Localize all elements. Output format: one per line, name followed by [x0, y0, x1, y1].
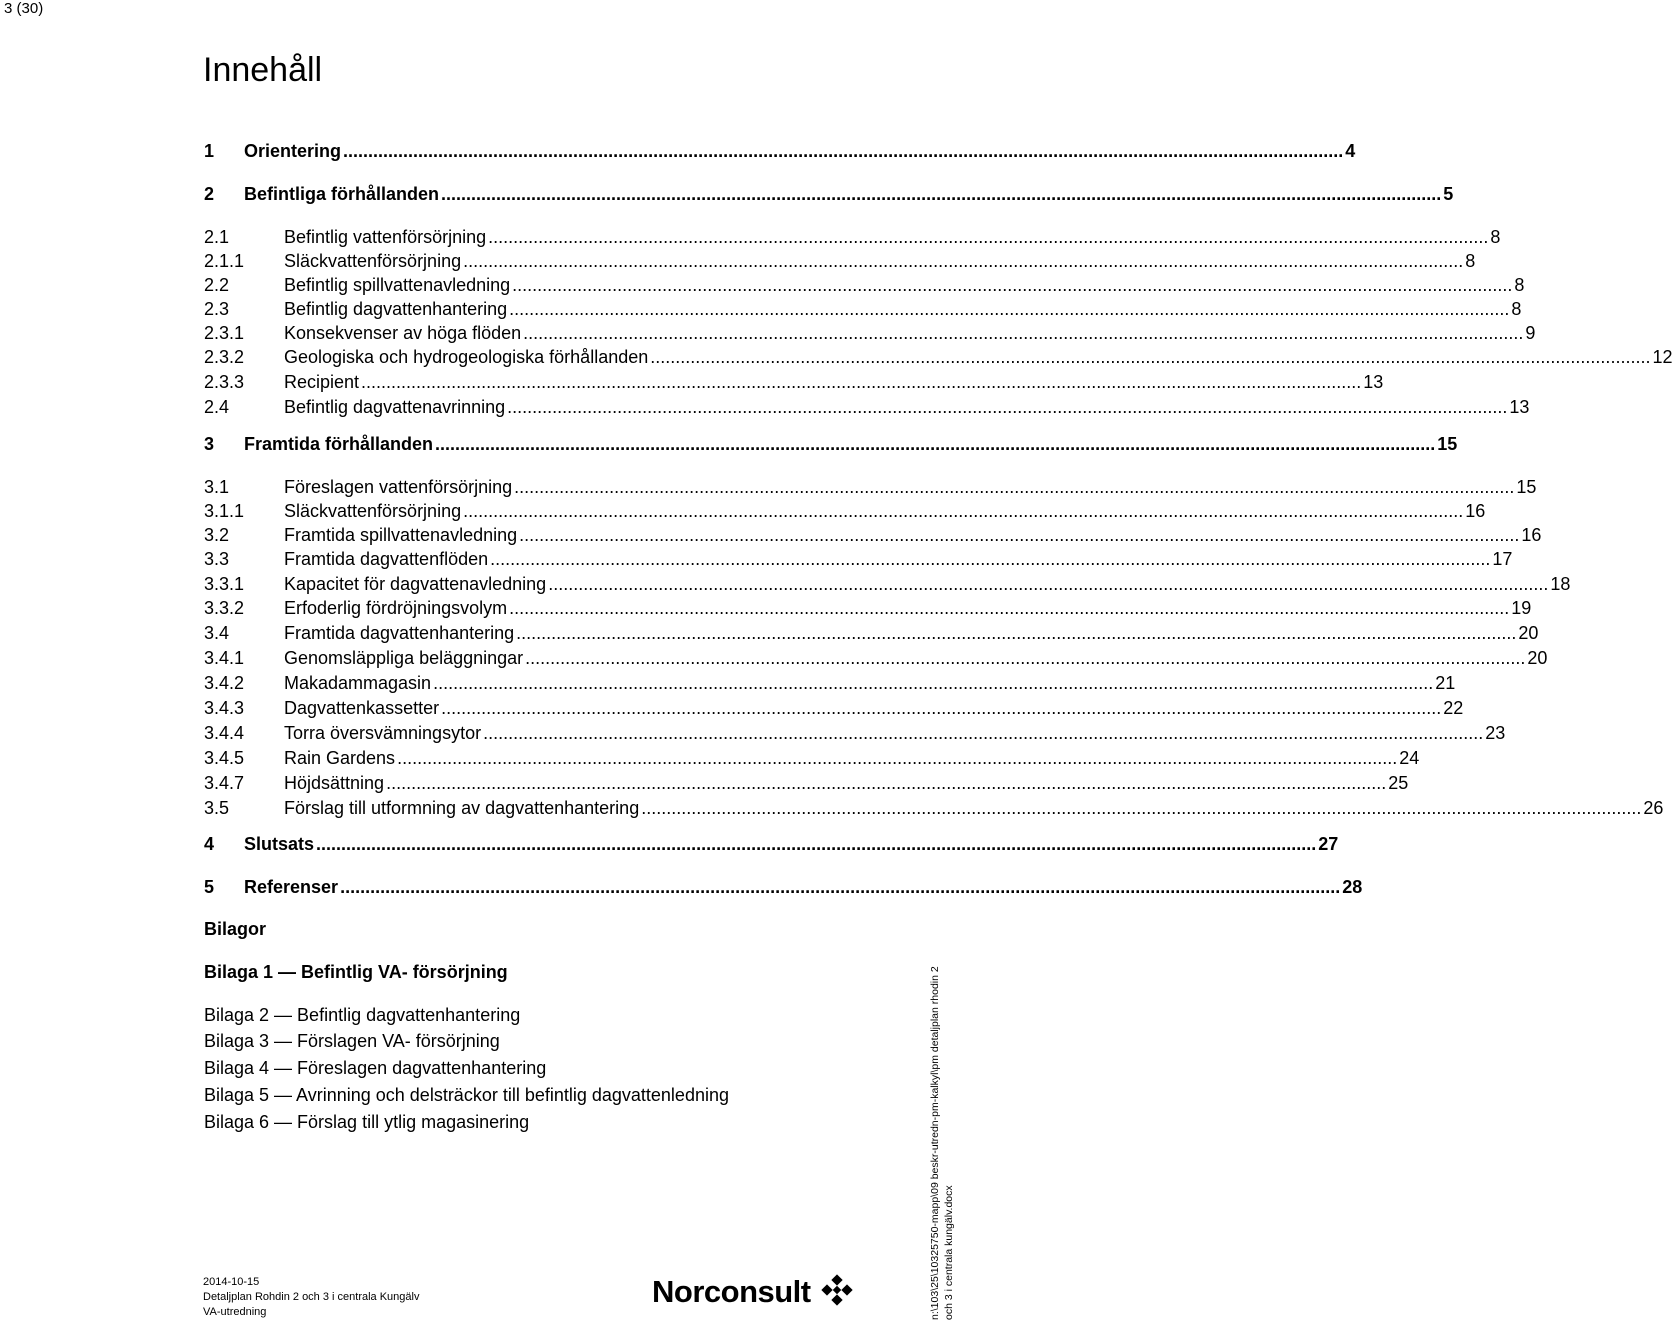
- toc-section-number: 3.4.2: [204, 673, 245, 693]
- toc-entry[interactable]: [204, 876, 1363, 898]
- toc-section-title: Framtida dagvattenflöden: [284, 549, 489, 569]
- toc-dot-leader: ........................................................................................................................................................................................................: [340, 877, 1341, 897]
- toc-section-number: 3.4.4: [204, 723, 245, 743]
- toc-page-number: 15: [1437, 434, 1458, 454]
- toc-section-title: Recipient: [284, 372, 360, 392]
- toc-section-number: 2.3.1: [204, 323, 245, 343]
- toc-page-number: 18: [1550, 574, 1571, 594]
- toc-dot-leader: ........................................................................................................................................................................................................: [650, 347, 1651, 367]
- toc-section-title: Befintlig dagvattenavrinning: [284, 397, 506, 417]
- toc-dot-leader: ........................................................................................................................................................................................................: [512, 275, 1513, 295]
- toc-entry[interactable]: [204, 346, 1672, 368]
- toc-section-title: Orientering: [244, 141, 342, 161]
- toc-section-number: 3.1.1: [204, 501, 245, 521]
- toc-page-number: 8: [1511, 299, 1522, 319]
- toc-dot-leader: ........................................................................................................................................................................................................: [523, 323, 1524, 343]
- toc-page-number: 4: [1345, 141, 1356, 161]
- appendices-heading: Bilagor: [204, 919, 267, 939]
- toc-page-number: 8: [1514, 275, 1525, 295]
- toc-page-number: 16: [1465, 501, 1486, 521]
- toc-page-number: 16: [1521, 525, 1542, 545]
- appendix-item: Bilaga 2 — Befintlig dagvattenhantering: [204, 1005, 521, 1025]
- toc-page-number: 24: [1399, 748, 1420, 768]
- toc-section-number: 2: [204, 184, 215, 204]
- toc-entry[interactable]: [204, 622, 1539, 644]
- appendix-item: Bilaga 5 — Avrinning och delsträckor till befintlig dagvattenledning: [204, 1085, 729, 1105]
- toc-page-number: 5: [1443, 184, 1454, 204]
- toc-section-number: 2.2: [204, 275, 230, 295]
- toc-section-number: 2.4: [204, 397, 230, 417]
- toc-section-title: Dagvattenkassetter: [284, 698, 440, 718]
- toc-entry[interactable]: [204, 433, 1458, 455]
- toc-section-title: Befintliga förhållanden: [244, 184, 440, 204]
- appendix-item: Bilaga 6 — Förslag till ytlig magasinering: [204, 1112, 530, 1132]
- toc-page-number: 8: [1490, 227, 1501, 247]
- toc-page-number: 19: [1511, 598, 1532, 618]
- toc-entry[interactable]: [204, 647, 1548, 669]
- toc-section-title: Referenser: [244, 877, 339, 897]
- toc-entry[interactable]: [204, 140, 1356, 162]
- toc-section-title: Geologiska och hydrogeologiska förhållanden: [284, 347, 649, 367]
- file-path-vertical: [928, 940, 960, 1320]
- toc-section-number: 4: [204, 834, 215, 854]
- page-title: Innehåll: [203, 51, 323, 89]
- toc-dot-leader: ........................................................................................................................................................................................................: [516, 623, 1517, 643]
- toc-dot-leader: ........................................................................................................................................................................................................: [490, 549, 1491, 569]
- toc-dot-leader: ........................................................................................................................................................................................................: [463, 251, 1464, 271]
- toc-dot-leader: ........................................................................................................................................................................................................: [343, 141, 1344, 161]
- toc-page-number: 9: [1525, 323, 1536, 343]
- toc-section-title: Torra översvämningsytor: [284, 723, 482, 743]
- toc-section-number: 3.4.5: [204, 748, 245, 768]
- toc-section-title: Rain Gardens: [284, 748, 396, 768]
- toc-section-title: Framtida spillvattenavledning: [284, 525, 518, 545]
- toc-entry[interactable]: [204, 396, 1530, 418]
- toc-section-number: 2.1: [204, 227, 230, 247]
- toc-entry[interactable]: [204, 476, 1537, 498]
- toc-section-number: 3.2: [204, 525, 230, 545]
- toc-entry[interactable]: [204, 797, 1664, 819]
- toc-entry[interactable]: [204, 548, 1513, 570]
- toc-dot-leader: ........................................................................................................................................................................................................: [397, 748, 1398, 768]
- toc-entry[interactable]: [204, 371, 1384, 393]
- toc-page-number: 20: [1527, 648, 1548, 668]
- toc-section-number: 3.4: [204, 623, 230, 643]
- toc-entry[interactable]: [204, 500, 1486, 522]
- toc-entry[interactable]: [204, 298, 1522, 320]
- toc-dot-leader: ........................................................................................................................................................................................................: [435, 434, 1436, 454]
- toc-dot-leader: ........................................................................................................................................................................................................: [514, 477, 1515, 497]
- toc-dot-leader: ........................................................................................................................................................................................................: [525, 648, 1526, 668]
- norconsult-diamond-logo-icon: [819, 1274, 855, 1310]
- toc-page-number: 17: [1492, 549, 1513, 569]
- toc-section-title: Framtida dagvattenhantering: [284, 623, 515, 643]
- toc-entry[interactable]: [204, 722, 1506, 744]
- toc-entry[interactable]: [204, 183, 1454, 205]
- toc-entry[interactable]: [204, 772, 1409, 794]
- toc-section-number: 3.4.3: [204, 698, 245, 718]
- toc-page-number: 12: [1652, 347, 1672, 367]
- footer-date: 2014-10-15: [203, 1276, 260, 1288]
- toc-entry[interactable]: [204, 747, 1420, 769]
- page-number: 3 (30): [4, 0, 44, 17]
- toc-page-number: 13: [1509, 397, 1530, 417]
- toc-section-title: Framtida förhållanden: [244, 434, 434, 454]
- toc-section-number: 2.1.1: [204, 251, 245, 271]
- toc-dot-leader: ........................................................................................................................................................................................................: [441, 698, 1442, 718]
- toc-section-title: Kapacitet för dagvattenavledning: [284, 574, 547, 594]
- toc-entry[interactable]: [204, 672, 1456, 694]
- toc-section-title: Erfoderlig fördröjningsvolym: [284, 598, 508, 618]
- toc-section-number: 3.3.1: [204, 574, 245, 594]
- toc-section-title: Befintlig spillvattenavledning: [284, 275, 511, 295]
- file-path-line-2: och 3 i centrala kungälv.docx: [943, 1185, 955, 1320]
- toc-section-number: 5: [204, 877, 215, 897]
- toc-dot-leader: ........................................................................................................................................................................................................: [509, 598, 1510, 618]
- toc-section-title: Befintlig vattenförsörjning: [284, 227, 487, 247]
- toc-section-title: Befintlig dagvattenhantering: [284, 299, 508, 319]
- toc-section-title: Släckvattenförsörjning: [284, 251, 462, 271]
- toc-entry[interactable]: [204, 573, 1571, 595]
- toc-page-number: 27: [1318, 834, 1339, 854]
- appendix-item: Bilaga 4 — Föreslagen dagvattenhantering: [204, 1058, 547, 1078]
- toc-dot-leader: ........................................................................................................................................................................................................: [433, 673, 1434, 693]
- toc-section-title: Konsekvenser av höga flöden: [284, 323, 522, 343]
- toc-section-number: 3.4.7: [204, 773, 245, 793]
- toc-entry[interactable]: [204, 524, 1542, 546]
- toc-section-title: Föreslagen vattenförsörjning: [284, 477, 513, 497]
- toc-section-number: 1: [204, 141, 215, 161]
- appendix-item: Bilaga 1 — Befintlig VA- försörjning: [204, 962, 508, 982]
- toc-dot-leader: ........................................................................................................................................................................................................: [463, 501, 1464, 521]
- toc-page-number: 15: [1516, 477, 1537, 497]
- toc-entry[interactable]: [204, 250, 1476, 272]
- toc-page-number: 26: [1643, 798, 1664, 818]
- toc-dot-leader: ........................................................................................................................................................................................................: [483, 723, 1484, 743]
- toc-section-number: 3.4.1: [204, 648, 245, 668]
- toc-dot-leader: ........................................................................................................................................................................................................: [441, 184, 1442, 204]
- toc-section-number: 2.3.2: [204, 347, 245, 367]
- toc-page-number: 23: [1485, 723, 1506, 743]
- toc-entry[interactable]: [204, 274, 1525, 296]
- toc-dot-leader: ........................................................................................................................................................................................................: [548, 574, 1549, 594]
- toc-section-title: Höjdsättning: [284, 773, 385, 793]
- appendix-item: Bilaga 3 — Förslagen VA- försörjning: [204, 1031, 500, 1051]
- toc-page-number: 20: [1518, 623, 1539, 643]
- toc-section-title: Makadammagasin: [284, 673, 432, 693]
- toc-entry[interactable]: [204, 226, 1501, 248]
- toc-section-number: 3: [204, 434, 215, 454]
- toc-entry[interactable]: [204, 833, 1339, 855]
- toc-dot-leader: ........................................................................................................................................................................................................: [519, 525, 1520, 545]
- toc-dot-leader: ........................................................................................................................................................................................................: [507, 397, 1508, 417]
- toc-entry[interactable]: [204, 597, 1532, 619]
- toc-page-number: 8: [1465, 251, 1476, 271]
- toc-dot-leader: ........................................................................................................................................................................................................: [316, 834, 1317, 854]
- toc-page-number: 13: [1363, 372, 1384, 392]
- file-path-line-1: n:\103\25\10325750-mapp\09 beskr-utredn-pm-kalkyl\pm detaljplan rhodin 2: [929, 966, 941, 1320]
- toc-section-number: 3.1: [204, 477, 230, 497]
- toc-section-number: 2.3: [204, 299, 230, 319]
- toc-dot-leader: ........................................................................................................................................................................................................: [386, 773, 1387, 793]
- toc-page-number: 25: [1388, 773, 1409, 793]
- toc-section-title: Släckvattenförsörjning: [284, 501, 462, 521]
- toc-section-title: Genomsläppliga beläggningar: [284, 648, 524, 668]
- norconsult-logo: [652, 1272, 855, 1312]
- toc-section-title: Slutsats: [244, 834, 315, 854]
- toc-dot-leader: ........................................................................................................................................................................................................: [488, 227, 1489, 247]
- toc-section-number: 3.3.2: [204, 598, 245, 618]
- toc-section-number: 3.3: [204, 549, 230, 569]
- toc-dot-leader: ........................................................................................................................................................................................................: [361, 372, 1362, 392]
- toc-section-number: 3.5: [204, 798, 230, 818]
- toc-section-title: Förslag till utformning av dagvattenhantering: [284, 798, 640, 818]
- footer-project: Detaljplan Rohdin 2 och 3 i centrala Kungälv: [203, 1291, 420, 1303]
- toc-entry[interactable]: [204, 697, 1464, 719]
- footer-info: [203, 1275, 419, 1320]
- toc-page-number: 22: [1443, 698, 1464, 718]
- footer-doc-type: VA-utredning: [203, 1306, 267, 1318]
- toc-page-number: 28: [1342, 877, 1363, 897]
- toc-dot-leader: ........................................................................................................................................................................................................: [641, 798, 1642, 818]
- toc-entry[interactable]: [204, 322, 1536, 344]
- toc-dot-leader: ........................................................................................................................................................................................................: [509, 299, 1510, 319]
- toc-section-number: 2.3.3: [204, 372, 245, 392]
- logo-text: Norconsult: [652, 1274, 811, 1309]
- toc-page-number: 21: [1435, 673, 1456, 693]
